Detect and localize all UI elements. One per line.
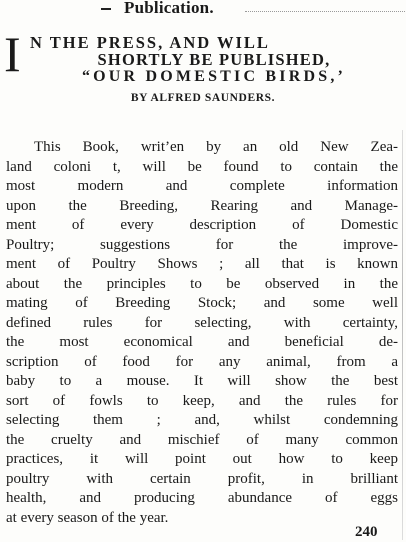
body-line: Poultry; suggestions for the improve- bbox=[6, 236, 398, 253]
header-dash bbox=[101, 8, 111, 10]
body-line: health, and producing abundance of eggs bbox=[6, 490, 398, 506]
body-line: defined rules for selecting, with certainty, bbox=[6, 314, 398, 331]
header-rule bbox=[245, 11, 405, 13]
body-line: the cruelty and mischief of many common bbox=[6, 431, 398, 448]
body-line: sort of fowls to keep, and the rules for bbox=[6, 392, 398, 409]
drop-cap: I bbox=[4, 26, 21, 82]
body-line: upon the Breeding, Rearing and Manage- bbox=[6, 197, 398, 214]
headline-line-2: SHORTLY BE PUBLISHED, bbox=[97, 50, 331, 69]
body-line: scription of food for any animal, from a bbox=[6, 353, 398, 370]
author-byline: BY ALFRED SAUNDERS. bbox=[130, 92, 276, 104]
ad-reference-number: 240 bbox=[355, 524, 378, 540]
headline-line-3: “OUR DOMESTIC BIRDS,’ bbox=[81, 68, 347, 85]
body-line: selecting them ; and, whilst condemning bbox=[6, 412, 398, 428]
section-header bbox=[0, 0, 406, 22]
column-edge-rule bbox=[402, 130, 403, 540]
body-line: about the principles to be observed in the bbox=[6, 275, 398, 292]
body-line: ment of every description of Domestic bbox=[6, 217, 398, 233]
headline-line-1: N THE PRESS, AND WILL bbox=[30, 33, 270, 52]
body-line: This Book, writ’en by an old New Zea- bbox=[34, 139, 398, 155]
body-line: poultry with certain profit, in brilliant bbox=[6, 470, 398, 487]
body-line: the most economical and beneficial de- bbox=[6, 334, 398, 350]
body-line: mating of Breeding Stock; and some well bbox=[6, 295, 398, 311]
body-line: land coloni t, will be found to contain the bbox=[6, 158, 398, 175]
body-line: most modern and complete information bbox=[6, 178, 398, 194]
body-line: at every season of the year. bbox=[6, 509, 169, 526]
section-title: Publication. bbox=[124, 0, 214, 17]
body-line: practices, it will point out how to keep bbox=[6, 451, 398, 467]
body-line: baby to a mouse. It will show the best bbox=[6, 373, 398, 389]
body-line: ment of Poultry Shows ; all that is known bbox=[6, 256, 398, 272]
